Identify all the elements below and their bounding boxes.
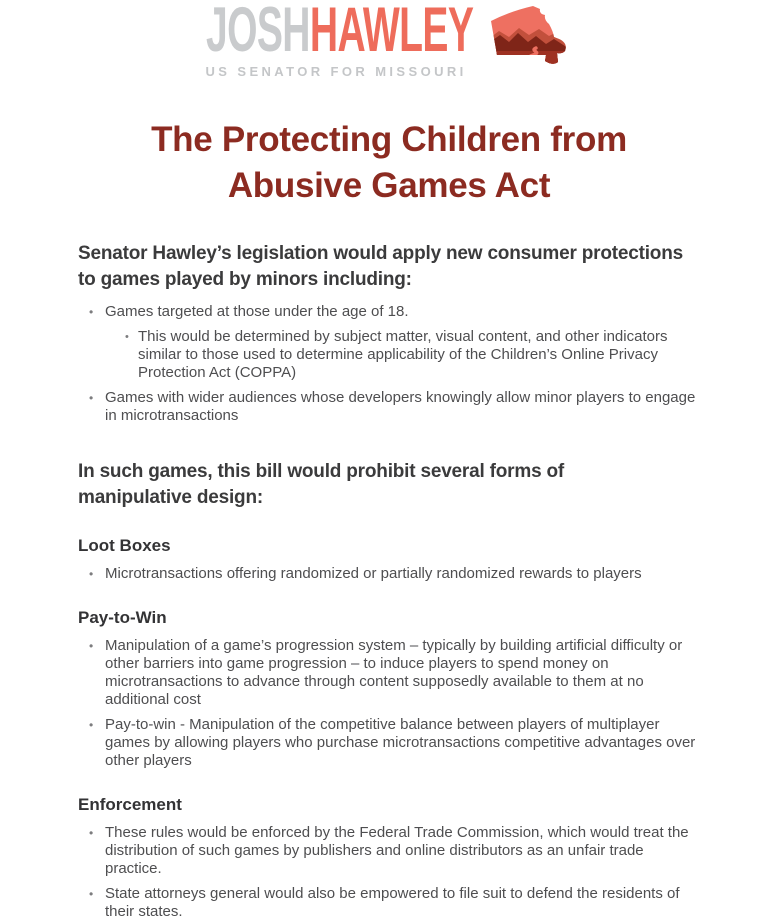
page-title-line: Abusive Games Act (227, 166, 551, 205)
section-title: Pay-to-Win (78, 608, 167, 627)
bullet-item: • Microtransactions offering randomized or partially randomized rewards to players (105, 565, 700, 583)
intro-heading-line: Senator Hawley’s legislation would apply new consumer protections (78, 243, 683, 264)
section-enforcement (78, 794, 700, 921)
bullet-item (105, 303, 700, 382)
letterhead (0, 0, 778, 79)
logo (0, 0, 778, 79)
section-loot-boxes (78, 535, 700, 583)
logo-tagline: US SENATOR FOR MISSOURI (205, 64, 467, 79)
section-title: Loot Boxes (78, 536, 171, 555)
intro-bullet-list (78, 303, 700, 425)
sub-bullet-list (105, 328, 700, 382)
logo-first-name: JOSH (205, 0, 310, 65)
section-pay-to-win (78, 607, 700, 770)
bullet-item: • Pay-to-win - Manipulation of the competitive balance between players of multiplayer games by allowing players who purchase microtransactions competitive advantages over other players (105, 716, 700, 770)
sections-container (78, 535, 700, 921)
document-body (0, 241, 778, 921)
section-bullet-list (78, 565, 700, 583)
bullet-item (105, 389, 700, 425)
prohibit-heading (78, 459, 700, 511)
bullet-item: • These rules would be enforced by the Federal Trade Commission, which would treat the distribution of such games by publishers and online distributors as an unfair trade practice. (105, 824, 700, 878)
logo-last-name: HAWLEY (309, 0, 473, 65)
intro-heading (78, 241, 700, 293)
section-bullet-list (78, 824, 700, 921)
section-title: Enforcement (78, 795, 182, 814)
section-bullet-list (78, 637, 700, 770)
prohibit-heading-line: In such games, this bill would prohibit several forms of (78, 461, 565, 482)
page-title-line: The Protecting Children from (151, 120, 627, 159)
bullet-item: • Manipulation of a game’s progression system – typically by building artificial difficulty or other barriers into game progression – to induce players to spend money on microtransactions to advance through content supposedly available to them at no additional cost (105, 637, 700, 709)
missouri-state-icon (483, 4, 573, 67)
prohibit-heading-line: manipulative design: (78, 487, 263, 508)
bullet-text: Games targeted at those under the age of 18. (105, 303, 409, 320)
bullet-text: Games with wider audiences whose developers knowingly allow minor players to engage in microtransactions (105, 389, 696, 424)
logo-wordmark-text (205, 0, 473, 65)
page-title (0, 117, 778, 209)
logo-text-column (205, 0, 473, 79)
sub-bullet-item: • This would be determined by subject matter, visual content, and other indicators similar to those used to determine applicability of the Children’s Online Privacy Protection Act (COPPA) (138, 328, 700, 382)
foreground-band-shape (487, 51, 571, 67)
intro-heading-line: to games played by minors including: (78, 269, 412, 290)
logo-wordmark (205, 0, 473, 65)
bullet-item: • State attorneys general would also be empowered to file suit to defend the residents of their states. (105, 885, 700, 921)
